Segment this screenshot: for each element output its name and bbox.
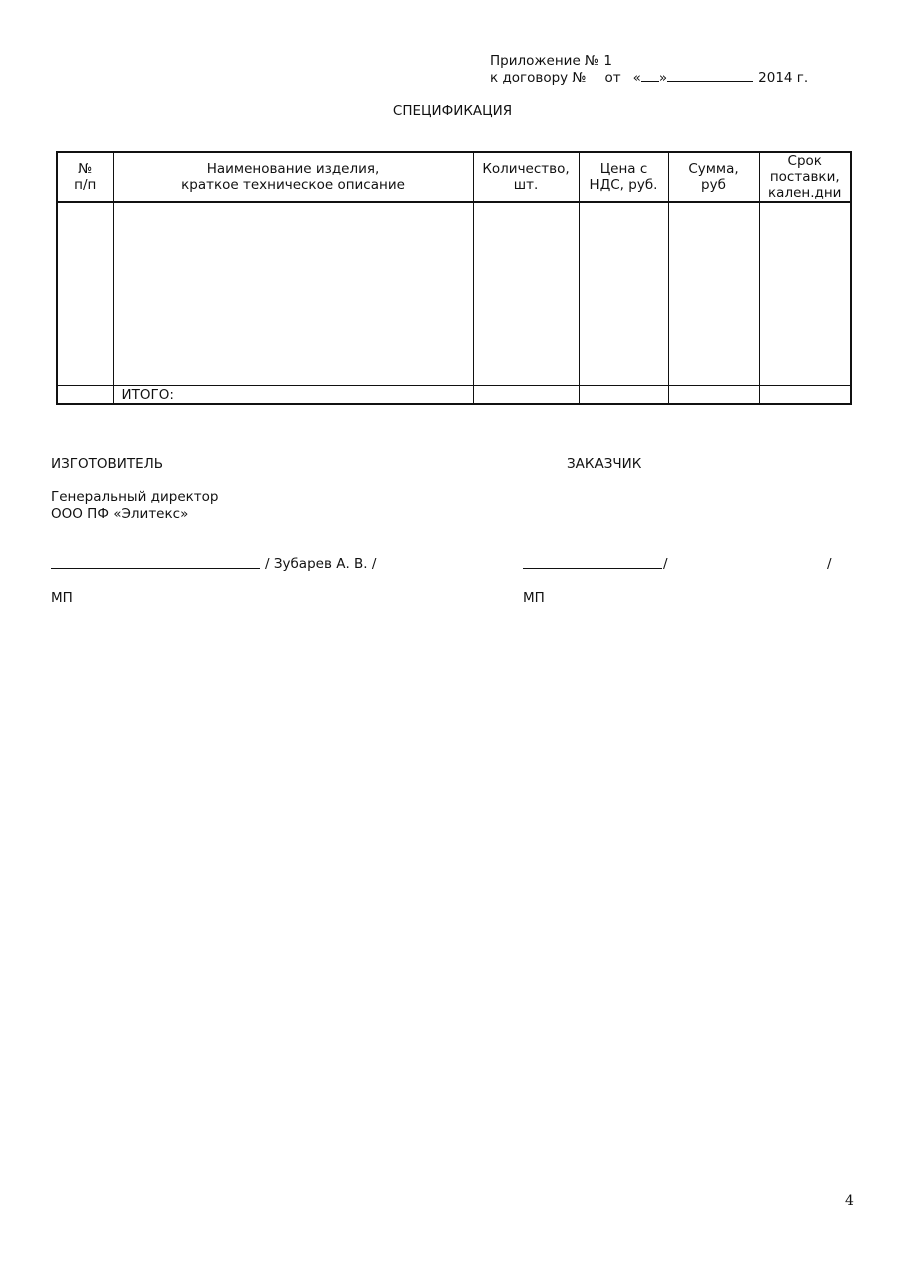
total-cell-quantity[interactable] bbox=[473, 386, 579, 405]
manufacturer-signatory: / Зубарев А. В. / bbox=[265, 556, 377, 572]
contract-reference bbox=[490, 69, 808, 85]
customer-signature-line[interactable] bbox=[523, 568, 662, 569]
manufacturer-signature-line[interactable] bbox=[51, 568, 260, 569]
specification-table bbox=[56, 151, 852, 405]
appendix-number: Приложение № 1 bbox=[490, 53, 612, 69]
date-quote-close: » bbox=[658, 70, 668, 86]
customer-slash-right: / bbox=[827, 556, 832, 572]
cell-product-name[interactable] bbox=[113, 202, 473, 386]
cell-quantity[interactable] bbox=[473, 202, 579, 386]
manufacturer-heading: ИЗГОТОВИТЕЛЬ bbox=[51, 456, 164, 472]
manufacturer-position: Генеральный директор bbox=[51, 489, 219, 505]
manufacturer-stamp-label: МП bbox=[51, 590, 73, 606]
customer-stamp-label: МП bbox=[523, 590, 545, 606]
cell-price[interactable] bbox=[579, 202, 668, 386]
month-blank bbox=[667, 69, 753, 82]
contract-from-label: от bbox=[604, 70, 621, 86]
header-number: № п/п bbox=[57, 152, 113, 202]
header-product-name: Наименование изделия, краткое техническое описание bbox=[113, 152, 473, 202]
total-row bbox=[57, 386, 851, 405]
customer-heading: ЗАКАЗЧИК bbox=[567, 456, 642, 472]
customer-slash-left: / bbox=[663, 556, 668, 572]
manufacturer-company: ООО ПФ «Элитекс» bbox=[51, 506, 189, 522]
appendix-header bbox=[490, 53, 808, 85]
table-row bbox=[57, 202, 851, 386]
contract-number-label: к договору № bbox=[490, 70, 587, 86]
total-cell-delivery-term[interactable] bbox=[759, 386, 851, 405]
header-price: Цена с НДС, руб. bbox=[579, 152, 668, 202]
total-cell-price[interactable] bbox=[579, 386, 668, 405]
table-header-row bbox=[57, 152, 851, 202]
contract-year: 2014 г. bbox=[758, 70, 809, 86]
date-quote-open: « bbox=[632, 70, 641, 86]
page-number: 4 bbox=[845, 1193, 854, 1209]
header-sum: Сумма, руб bbox=[668, 152, 759, 202]
header-quantity: Количество, шт. bbox=[473, 152, 579, 202]
total-label: ИТОГО: bbox=[113, 386, 473, 405]
cell-sum[interactable] bbox=[668, 202, 759, 386]
total-cell-sum[interactable] bbox=[668, 386, 759, 405]
day-blank bbox=[641, 69, 659, 82]
total-cell-number bbox=[57, 386, 113, 405]
cell-number[interactable] bbox=[57, 202, 113, 386]
document-title: СПЕЦИФИКАЦИЯ bbox=[392, 103, 513, 119]
cell-delivery-term[interactable] bbox=[759, 202, 851, 386]
header-delivery-term: Срок поставки, кален.дни bbox=[759, 152, 851, 202]
